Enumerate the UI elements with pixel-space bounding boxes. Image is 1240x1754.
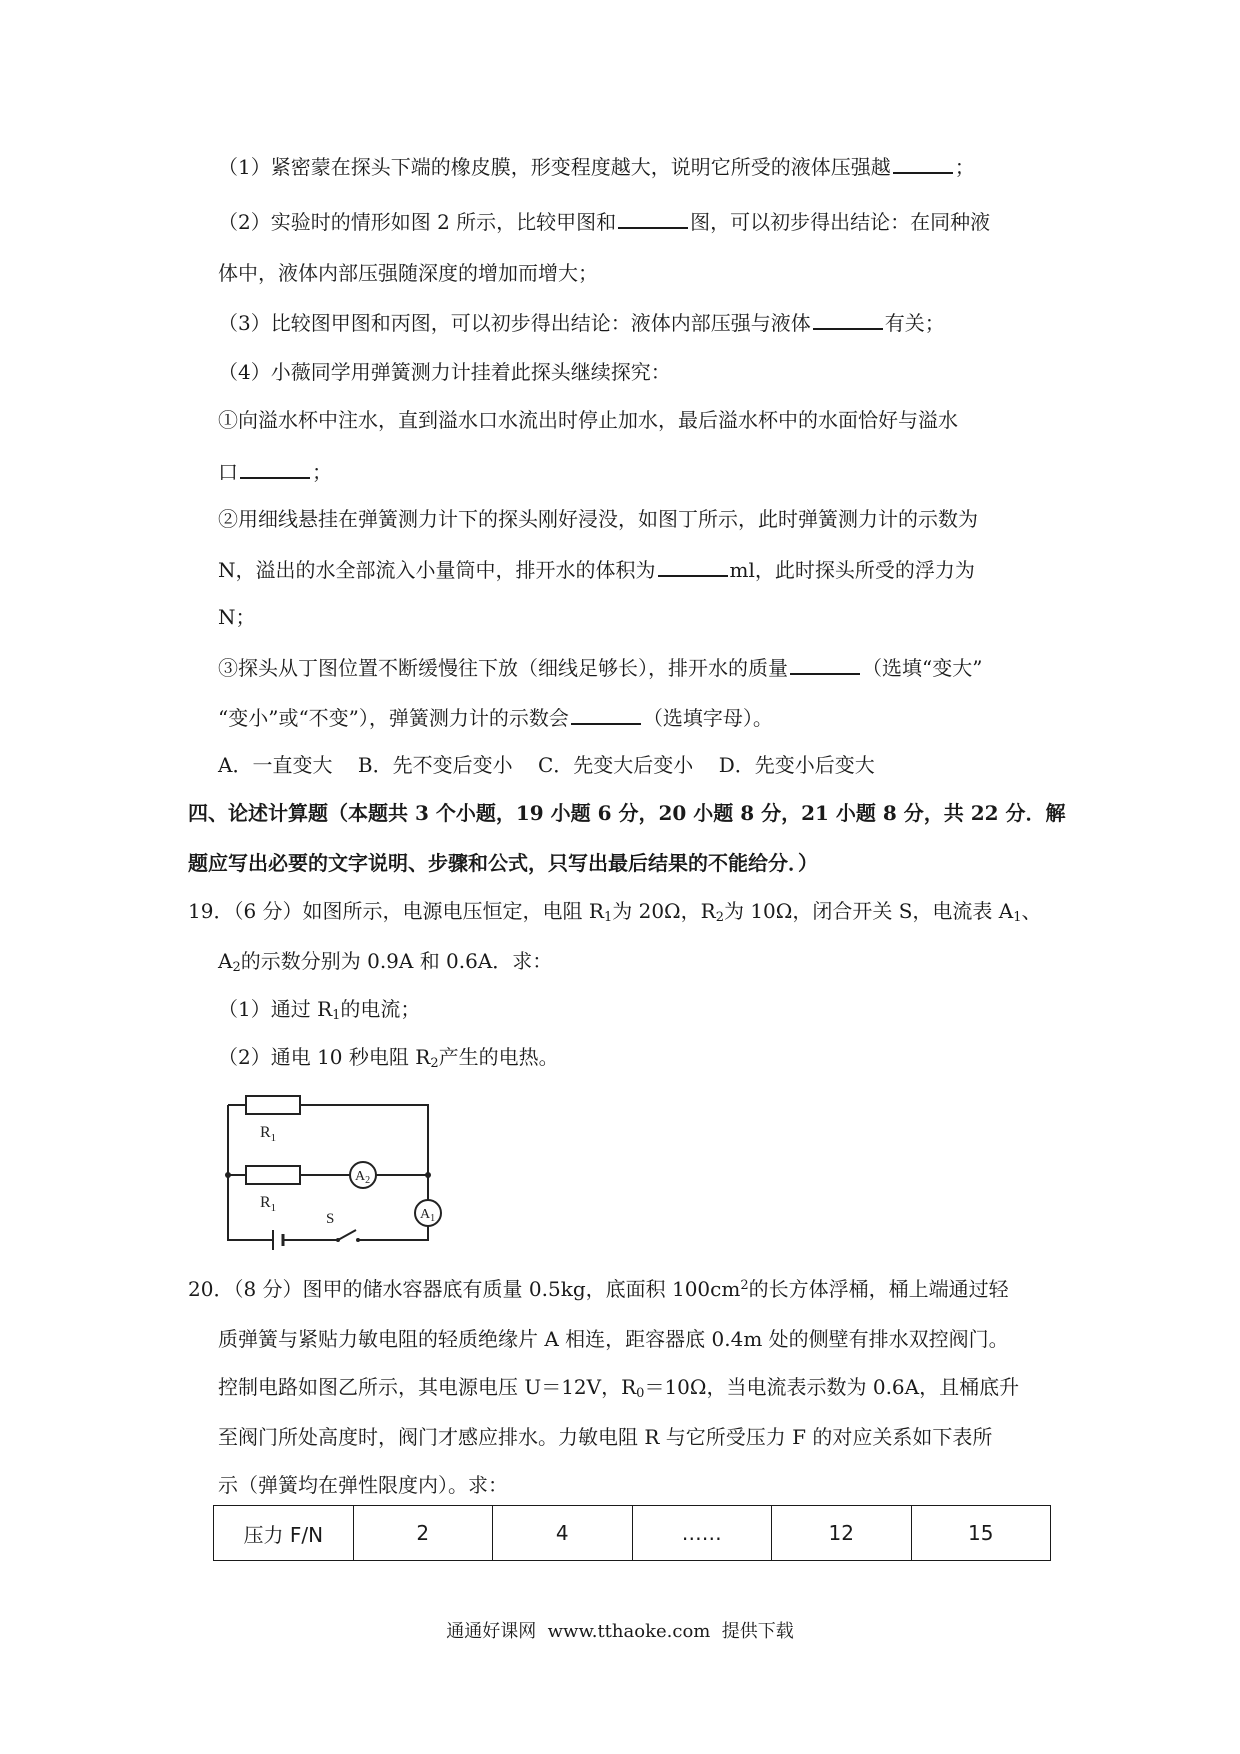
q20-line2: 质弹簧与紧贴力敏电阻的轻质绝缘片 A 相连，距容器底 0.4m 处的侧壁有排水双控阀门。 (218, 1327, 1009, 1351)
resistor-top (246, 1096, 300, 1114)
q19-stem: 19．（6 分）如图所示，电源电压恒定，电阻 $R_1$为 20Ω，$R_2$为 10Ω，闭合开关 S，电流表 $A_1$、 (188, 899, 1042, 925)
table-row (214, 1506, 1051, 1561)
junction-dot (425, 1172, 431, 1178)
answer-blank[interactable] (658, 555, 728, 577)
table-cell: 2 (353, 1506, 493, 1561)
answer-blank[interactable] (813, 308, 883, 330)
label-a1: $A_1$ (420, 1207, 436, 1224)
q18-part4: （4）小薇同学用弹簧测力计挂着此探头继续探究： (218, 360, 671, 384)
q18-options: A．一直变大 B．先不变后变小 C．先变大后变小 D．先变小后变大 (218, 753, 875, 777)
table-cell: 4 (493, 1506, 633, 1561)
switch-contact (336, 1238, 340, 1242)
answer-blank[interactable] (618, 207, 688, 229)
q20-stem: 20．（8 分）图甲的储水容器底有质量 0.5kg，底面积 $100cm^2$的长方体浮桶，桶上端通过轻 (188, 1277, 1009, 1301)
q19-stem-cont: $A_2$的示数分别为 0.9A 和 0.6A．求： (218, 949, 553, 975)
q18-step3-cont: “变小”或“不变”），弹簧测力计的示数会 （选填字母）。 (218, 703, 773, 732)
q18-step2-cont: N，溢出的水全部流入小量筒中，排开水的体积为 ml，此时探头所受的浮力为 (218, 555, 975, 584)
resistor-middle (246, 1166, 300, 1184)
force-table (213, 1505, 1051, 1561)
switch-contact (356, 1238, 360, 1242)
table-cell: 12 (772, 1506, 912, 1561)
q18-step2-end: N； (218, 605, 256, 629)
q18-step1-cont: 口 ； (218, 457, 332, 486)
answer-blank[interactable] (571, 703, 641, 725)
circuit-diagram (218, 1075, 458, 1255)
label-switch: S (326, 1211, 335, 1227)
table-cell: 15 (911, 1506, 1051, 1561)
q20-line3: 控制电路如图乙所示，其电源电压 U＝12V，$R_0=10\Omega$，当电流表示数为 0.6A，且桶底升 (218, 1375, 1020, 1401)
label-r-top: $R_1$ (260, 1124, 277, 1144)
q18-step3: ③探头从丁图位置不断缓慢往下放（细线足够长），排开水的质量 （选填“变大” (218, 653, 982, 682)
answer-blank[interactable] (893, 152, 953, 174)
q19-part1: （1）通过 $R_1$的电流； (218, 997, 421, 1023)
answer-blank[interactable] (790, 653, 860, 675)
page-footer: 通通好课网 www.tthaoke.com 提供下载 (446, 1621, 794, 1642)
q18-part1: （1）紧密蒙在探头下端的橡皮膜，形变程度越大，说明它所受的液体压强越 ； (218, 152, 975, 181)
section-heading: 四、论述计算题（本题共 3 个小题，19 小题 6 分，20 小题 8 分，21 小题 8 分，共 22 分．解 (188, 801, 1066, 825)
section-heading-cont: 题应写出必要的文字说明、步骤和公式，只写出最后结果的不能给分．） (188, 851, 818, 875)
answer-blank[interactable] (240, 457, 310, 479)
label-r-middle: $R_1$ (260, 1194, 277, 1214)
q18-step1: ①向溢水杯中注水，直到溢水口水流出时停止加水，最后溢水杯中的水面恰好与溢水 (218, 408, 958, 432)
label-a2: $A_2$ (355, 1169, 371, 1186)
q18-part3: （3）比较图甲图和丙图，可以初步得出结论：液体内部压强与液体 有关； (218, 308, 945, 337)
q20-line4: 至阀门所处高度时，阀门才感应排水。力敏电阻 R 与它所受压力 F 的对应关系如下表所 (218, 1425, 993, 1449)
q19-part2: （2）通电 10 秒电阻 $R_2$产生的电热。 (218, 1045, 559, 1071)
q18-part2: （2）实验时的情形如图 2 所示，比较甲图和 图，可以初步得出结论：在同种液 (218, 207, 990, 236)
table-cell: …… (632, 1506, 772, 1561)
q20-line5: 示（弹簧均在弹性限度内）。求： (218, 1473, 508, 1497)
table-header-cell: 压力 F/N (214, 1506, 354, 1561)
q18-part2-cont: 体中，液体内部压强随深度的增加而增大； (218, 261, 598, 285)
q18-step2: ②用细线悬挂在弹簧测力计下的探头刚好浸没，如图丁所示，此时弹簧测力计的示数为 (218, 507, 978, 531)
junction-dot (225, 1172, 231, 1178)
